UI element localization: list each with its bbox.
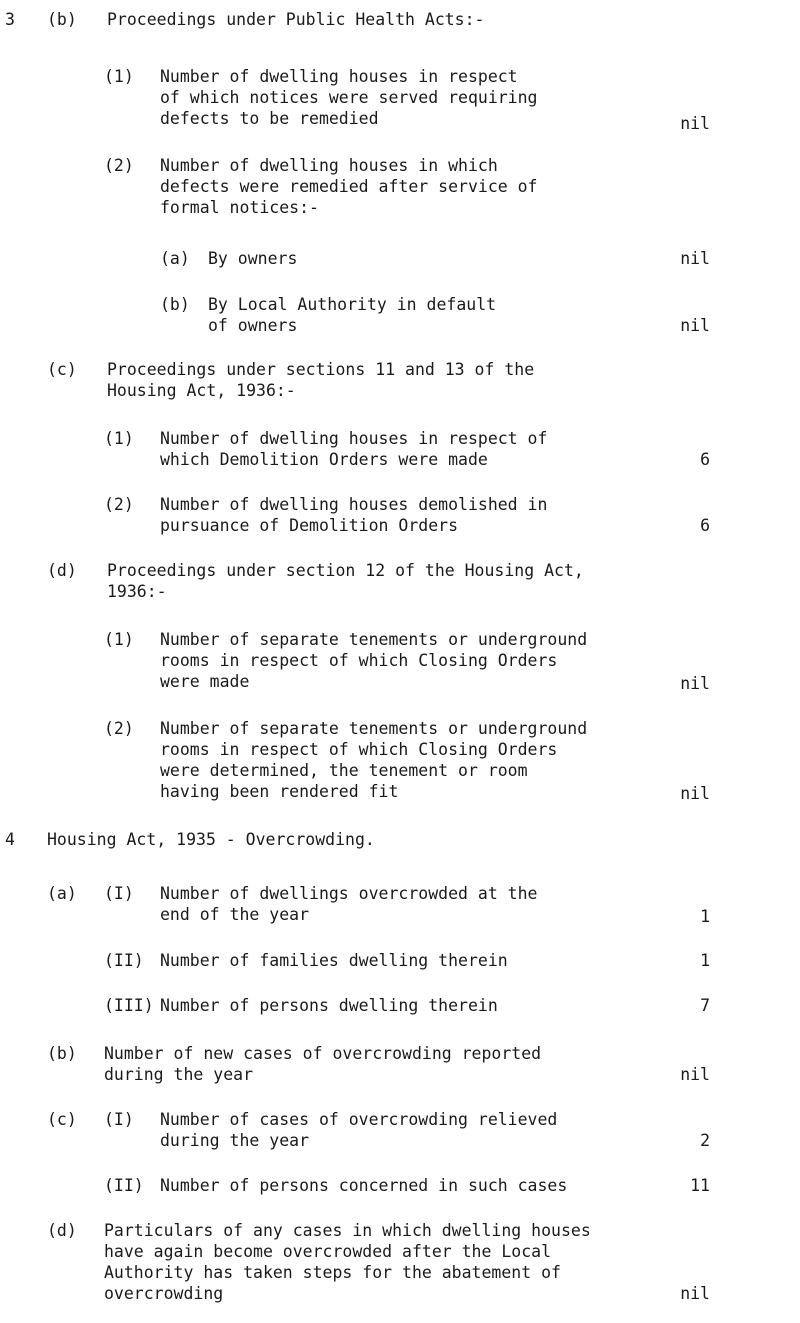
item-3d1-line: rooms in respect of which Closing Orders (160, 651, 558, 670)
item-4d-value: nil (680, 1284, 710, 1303)
item-4a1-line: Number of dwellings overcrowded at the (160, 884, 538, 903)
item-3c2-line: pursuance of Demolition Orders (160, 516, 459, 535)
item-3b2b-value: nil (680, 316, 710, 335)
item-3d1-value: nil (680, 674, 710, 693)
item-3b2-line: Number of dwelling houses in which (160, 156, 498, 175)
item-3b2a-value: nil (680, 249, 710, 268)
item-3b1-value: nil (680, 114, 710, 133)
item-3c1-marker: (1) (104, 429, 134, 448)
item-4a1-marker: (I) (104, 884, 134, 903)
item-3b2-line: formal notices:- (160, 198, 319, 217)
item-3d1-line: were made (160, 672, 250, 691)
item-3c1-line: Number of dwelling houses in respect of (160, 429, 548, 448)
item-3c2-value: 6 (700, 516, 710, 535)
section-3c-marker: (c) (47, 360, 77, 379)
section-3c-heading: Housing Act, 1936:- (107, 381, 296, 400)
item-4c2-value: 11 (690, 1176, 710, 1195)
item-3d2-marker: (2) (104, 719, 134, 738)
item-3d2-line: having been rendered fit (160, 782, 399, 801)
section-3d-marker: (d) (47, 561, 77, 580)
item-4c1-line: Number of cases of overcrowding relieved (160, 1110, 558, 1129)
item-4c1-value: 2 (700, 1131, 710, 1150)
section-4c-marker: (c) (47, 1110, 77, 1129)
item-4c2-label: Number of persons concerned in such cases (160, 1176, 568, 1195)
section-3d-heading: Proceedings under section 12 of the Housing Act, (107, 561, 584, 580)
item-3c1-line: which Demolition Orders were made (160, 450, 488, 469)
item-4d-line: overcrowding (104, 1284, 224, 1303)
item-3c1-value: 6 (700, 450, 710, 469)
item-3b1-line: of which notices were served requiring (160, 88, 538, 107)
item-4c1-line: during the year (160, 1131, 310, 1150)
item-3b1-marker: (1) (104, 67, 134, 86)
item-4d-line: Particulars of any cases in which dwelling houses (104, 1221, 591, 1240)
item-4a1-value: 1 (700, 907, 710, 926)
item-3b2b-marker: (b) (160, 295, 190, 314)
item-3b2-marker: (2) (104, 156, 134, 175)
item-3d2-value: nil (680, 784, 710, 803)
item-3b1-line: defects to be remedied (160, 109, 379, 128)
section-3-number: 3 (5, 10, 15, 29)
section-3b-heading: Proceedings under Public Health Acts:- (107, 10, 485, 29)
item-3d2-line: Number of separate tenements or underground (160, 719, 588, 738)
item-4b-line: during the year (104, 1065, 254, 1084)
item-4a2-marker: (II) (104, 951, 144, 970)
item-4a1-line: end of the year (160, 905, 310, 924)
item-4a3-marker: (III) (104, 996, 154, 1015)
section-3d-heading: 1936:- (107, 582, 167, 601)
item-4c2-marker: (II) (104, 1176, 144, 1195)
item-3b2b-line: of owners (208, 316, 298, 335)
item-3d2-line: were determined, the tenement or room (160, 761, 528, 780)
item-3b2a-label: By owners (208, 249, 298, 268)
section-3b-marker: (b) (47, 10, 77, 29)
item-3d2-line: rooms in respect of which Closing Orders (160, 740, 558, 759)
section-4b-marker: (b) (47, 1044, 77, 1063)
item-4a2-label: Number of families dwelling therein (160, 951, 508, 970)
item-4a3-value: 7 (700, 996, 710, 1015)
item-4b-line: Number of new cases of overcrowding reported (104, 1044, 542, 1063)
item-4b-value: nil (680, 1065, 710, 1084)
section-3c-heading: Proceedings under sections 11 and 13 of the (107, 360, 535, 379)
item-3b2a-marker: (a) (160, 249, 190, 268)
item-4a2-value: 1 (700, 951, 710, 970)
item-3b2b-line: By Local Authority in default (208, 295, 497, 314)
item-3b1-line: Number of dwelling houses in respect (160, 67, 518, 86)
item-3d1-line: Number of separate tenements or underground (160, 630, 588, 649)
section-4a-marker: (a) (47, 884, 77, 903)
section-4-heading: Housing Act, 1935 - Overcrowding. (47, 830, 375, 849)
item-3b2-line: defects were remedied after service of (160, 177, 538, 196)
item-3c2-line: Number of dwelling houses demolished in (160, 495, 548, 514)
item-4a3-label: Number of persons dwelling therein (160, 996, 498, 1015)
item-4d-line: Authority has taken steps for the abatement of (104, 1263, 561, 1282)
item-4c1-marker: (I) (104, 1110, 134, 1129)
item-4d-line: have again become overcrowded after the Local (104, 1242, 552, 1261)
item-3c2-marker: (2) (104, 495, 134, 514)
item-3d1-marker: (1) (104, 630, 134, 649)
section-4d-marker: (d) (47, 1221, 77, 1240)
section-4-number: 4 (5, 830, 15, 849)
